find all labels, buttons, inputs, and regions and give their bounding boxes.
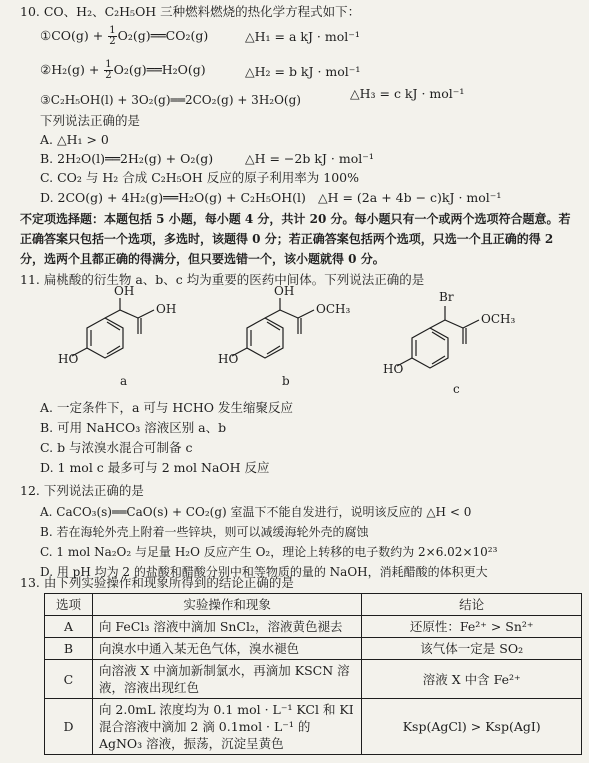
table-row bbox=[45, 638, 582, 660]
q10-equation-2 bbox=[40, 60, 206, 81]
q11-option-d: D. 1 mol c 最多可与 2 mol NaOH 反应 bbox=[40, 460, 270, 475]
row-operation: 向 2.0mL 浓度均为 0.1 mol · L⁻¹ KCl 和 KI 混合溶液中滴加 2 滴 0.1mol · L⁻¹ 的 AgNO₃ 溶液，振荡，沉淀呈黄色 bbox=[92, 699, 361, 755]
table-row bbox=[45, 660, 582, 699]
row-operation: 向溶液 X 中滴加新制氯水，再滴加 KSCN 溶液，溶液出现红色 bbox=[92, 660, 361, 699]
molecule-c-label: c bbox=[453, 382, 460, 396]
q12-option-a: A. CaCO₃(s)══CaO(s) + CO₂(g) 室温下不能自发进行，说明该反应的 △H < 0 bbox=[40, 505, 472, 519]
header-operation: 实验操作和现象 bbox=[92, 594, 361, 616]
row-operation: 向 FeCl₃ 溶液中滴加 SnCl₂，溶液黄色褪去 bbox=[92, 616, 361, 638]
q10-option-b: B. 2H₂O(l)══2H₂(g) + O₂(g) bbox=[40, 151, 214, 166]
q10-equation-3: ③C₂H₅OH(l) + 3O₂(g)══2CO₂(g) + 3H₂O(g) bbox=[40, 93, 301, 107]
molecule-a-left-group: HO bbox=[58, 352, 79, 366]
molecule-a-right-group: OH bbox=[156, 302, 177, 316]
table-header-row bbox=[45, 594, 582, 616]
q10-option-b-enthalpy: △H = −2b kJ · mol⁻¹ bbox=[245, 151, 374, 166]
section-instruction-line-3: 分，选两个且都正确的得满分，但只要选错一个，该小题就得 0 分。 bbox=[20, 252, 385, 266]
fraction-half: $\frac{1}{2}$ bbox=[109, 25, 116, 47]
row-conclusion: Ksp(AgCl) > Ksp(AgI) bbox=[362, 699, 582, 755]
molecule-c-left-group: HO bbox=[383, 362, 404, 376]
row-conclusion: 溶液 X 中含 Fe²⁺ bbox=[362, 660, 582, 699]
q12-option-d: D. 用 pH 均为 2 的盐酸和醋酸分别中和等物质的量的 NaOH，消耗醋酸的体积更大 bbox=[40, 565, 488, 579]
section-instruction-line-2: 正确答案只包括一个选项，多选时，该题得 0 分；若正确答案包括两个选项，只选一个且正确的得 2 bbox=[20, 232, 554, 246]
molecule-b-label: b bbox=[282, 374, 290, 388]
q10-eq2-post: O₂(g)══H₂O(g) bbox=[113, 62, 206, 77]
q10-eq1-enthalpy: △H₁ = a kJ · mol⁻¹ bbox=[245, 29, 360, 44]
q11-option-b: B. 可用 NaHCO₃ 溶液区别 a、b bbox=[40, 420, 227, 435]
molecule-c-structure bbox=[385, 290, 565, 400]
q10-equation-1 bbox=[40, 26, 208, 47]
q10-eq2-enthalpy: △H₂ = b kJ · mol⁻¹ bbox=[245, 64, 361, 79]
molecule-b-left-group: HO bbox=[218, 352, 239, 366]
molecule-b-top-group: OH bbox=[274, 284, 295, 298]
section-instruction-line-1: 不定项选择题：本题包括 5 小题，每小题 4 分，共计 20 分。每小题只有一个或两个选项符合题意。若 bbox=[20, 212, 571, 226]
row-option: A bbox=[45, 616, 93, 638]
row-conclusion: 还原性：Fe²⁺ > Sn²⁺ bbox=[362, 616, 582, 638]
molecule-c-right-group: OCH₃ bbox=[481, 312, 516, 326]
q13-stem: 13. 由下列实验操作和现象所得到的结论正确的是 bbox=[20, 575, 294, 590]
q12-stem: 12. 下列说法正确的是 bbox=[20, 483, 144, 498]
fraction-half: $\frac{1}{2}$ bbox=[105, 59, 112, 81]
molecule-a-top-group: OH bbox=[114, 284, 135, 298]
row-option: C bbox=[45, 660, 93, 699]
molecule-b-structure bbox=[218, 284, 380, 390]
header-conclusion: 结论 bbox=[362, 594, 582, 616]
row-operation: 向溴水中通入某无色气体，溴水褪色 bbox=[92, 638, 361, 660]
molecule-b-drawing bbox=[220, 290, 380, 390]
q10-option-d-enthalpy: △H = (2a + 4b − c)kJ · mol⁻¹ bbox=[318, 190, 502, 205]
q10-option-a: A. △H₁ > 0 bbox=[40, 132, 109, 147]
molecule-c-drawing bbox=[385, 290, 565, 400]
row-option: B bbox=[45, 638, 93, 660]
q11-option-a: A. 一定条件下，a 可与 HCHO 发生缩聚反应 bbox=[40, 400, 293, 415]
q11-stem: 11. 扁桃酸的衍生物 a、b、c 均为重要的医药中间体。下列说法正确的是 bbox=[20, 272, 425, 287]
row-conclusion: 该气体一定是 SO₂ bbox=[362, 638, 582, 660]
table-row bbox=[45, 616, 582, 638]
q10-eq1-post: O₂(g)══CO₂(g) bbox=[117, 28, 209, 43]
molecule-a-drawing bbox=[60, 290, 210, 390]
q10-ask: 下列说法正确的是 bbox=[40, 113, 141, 128]
molecule-c-top-group: Br bbox=[439, 290, 454, 304]
row-option: D bbox=[45, 699, 93, 755]
q10-option-c: C. CO₂ 与 H₂ 合成 C₂H₅OH 反应的原子利用率为 100% bbox=[40, 170, 360, 185]
molecule-a-structure bbox=[58, 284, 210, 390]
header-option: 选项 bbox=[45, 594, 93, 616]
q10-eq2-pre: ②H₂(g) + bbox=[40, 62, 104, 77]
q11-option-c: C. b 与浓溴水混合可制备 c bbox=[40, 440, 193, 455]
molecule-a-label: a bbox=[120, 374, 128, 388]
q10-eq1-pre: ①CO(g) + bbox=[40, 28, 108, 43]
molecule-b-right-group: OCH₃ bbox=[316, 302, 351, 316]
q13-experiment-table bbox=[44, 593, 582, 755]
table-row bbox=[45, 699, 582, 755]
q12-option-b: B. 若在海轮外壳上附着一些锌块，则可以减缓海轮外壳的腐蚀 bbox=[40, 525, 369, 539]
q10-stem: 10. CO、H₂、C₂H₅OH 三种燃料燃烧的热化学方程式如下： bbox=[20, 4, 361, 19]
q12-option-c: C. 1 mol Na₂O₂ 与足量 H₂O 反应产生 O₂，理论上转移的电子数约为 2×6.02×10²³ bbox=[40, 545, 498, 559]
q10-option-d: D. 2CO(g) + 4H₂(g)══H₂O(g) + C₂H₅OH(l) bbox=[40, 190, 306, 205]
q10-eq3-enthalpy: △H₃ = c kJ · mol⁻¹ bbox=[350, 86, 465, 101]
